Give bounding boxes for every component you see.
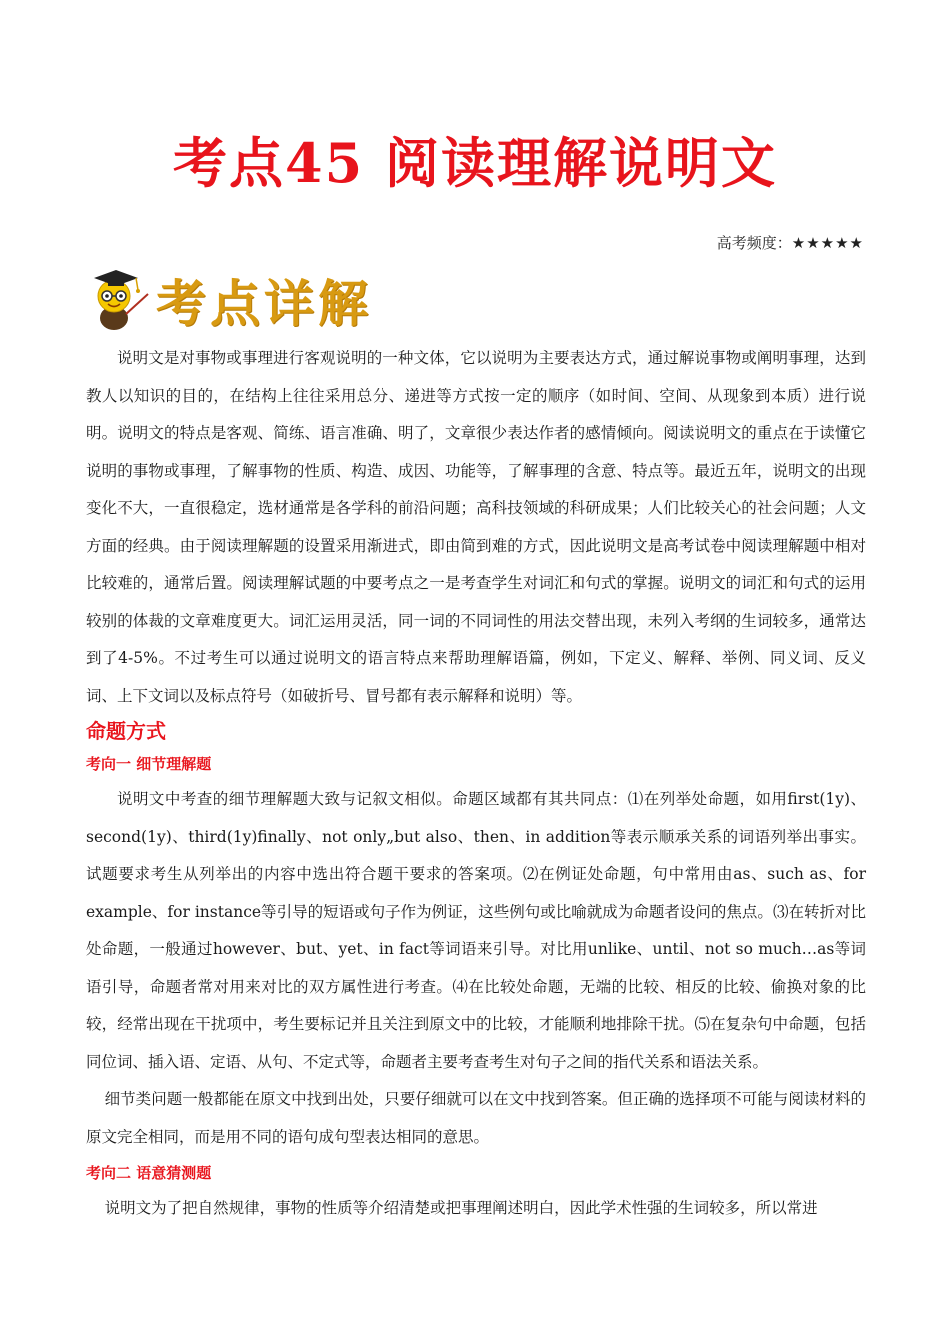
direction1-paragraph-2: 细节类问题一般都能在原文中找到出处，只要仔细就可以在文中找到答案。但正确的选择项不可能与阅读材料的原文完全相同，而是用不同的语句成句型表达相同的意思。 [86,1090,866,1146]
direction2-paragraph-1: 说明文为了把自然规律，事物的性质等介绍清楚或把事理阐述明白，因此学术性强的生词较多，所以常进 [104,1199,818,1217]
section-heading: 命题方式 [86,719,166,743]
frequency-label: 高考频度： [716,234,792,252]
page-title: 考点45 阅读理解说明文 [173,131,777,195]
banner-title: 考点详解 [156,274,372,333]
section-banner [86,262,406,334]
intro-paragraph: 说明文是对事物或事理进行客观说明的一种文体，它以说明为主要表达方式，通过解说事物或阐明事理，达到教人以知识的目的，在结构上往往采用总分、递进等方式按一定的顺序（如时间、空间、从现象到本质）进行说明。说明文的特点是客观、简练、语言准确、明了，文章很少表达作者的感情倾向。阅读说明文的重点在于读懂它说明的事物或事理，了解事物的性质、构造、成因、功能等，了解事理的含意、特点等。最近五年，说明文的出现变化不大，一直很稳定，选材通常是各学科的前沿问题；高科技领域的科研成果；人们比较关心的社会问题；人文方面的经典。由于阅读理解题的设置采用渐进式，即由简到难的方式，因此说明文是高考试卷中阅读理解题中相对比较难的，通常后置。阅读理解试题的中要考点之一是考查学生对词汇和句式的掌握。说明文的词汇和句式的运用较别的体裁的文章难度更大。词汇运用灵活，同一词的不同词性的用法交替出现，未列入考纲的生词较多，通常达到了4-5%。不过考生可以通过说明文的语言特点来帮助理解语篇，例如，下定义、解释、举例、同义词、反义词、上下文词以及标点符号（如破折号、冒号都有表示解释和说明）等。 [86,349,866,705]
direction2-heading: 考向二 语意猜测题 [86,1164,212,1182]
main-content [86,340,866,1228]
direction1-heading: 考向一 细节理解题 [86,755,212,773]
frequency-rating [717,232,864,253]
frequency-stars: ★★★★★ [791,234,864,252]
direction1-paragraph-1: 说明文中考查的细节理解题大致与记叙文相似。命题区域都有其共同点：⑴在列举处命题，如用first(1y)、second(1y)、third(1y)finally、not only„but also、then、in addition等表示顺承关系的词语列举出事实。试题要求考生从列举出的内容中选出符合题干要求的答案项。⑵在例证处命题，句中常用由as、such as、for example、for instance等引导的短语或句子作为例证，这些例句或比喻就成为命题者设问的焦点。⑶在转折对比处命题，一般通过however、but、yet、in fact等词语来引导。对比用unlike、until、not so much…as等词语引导，命题者常对用来对比的双方属性进行考查。⑷在比较处命题，无端的比较、相反的比较、偷换对象的比较，经常出现在干扰项中，考生要标记并且关注到原文中的比较，才能顺利地排除干扰。⑸在复杂句中命题，包括同位词、插入语、定语、从句、不定式等，命题者主要考查考生对句子之间的指代关系和语法关系。 [86,790,866,1071]
mascot-doctor-icon [86,264,152,334]
